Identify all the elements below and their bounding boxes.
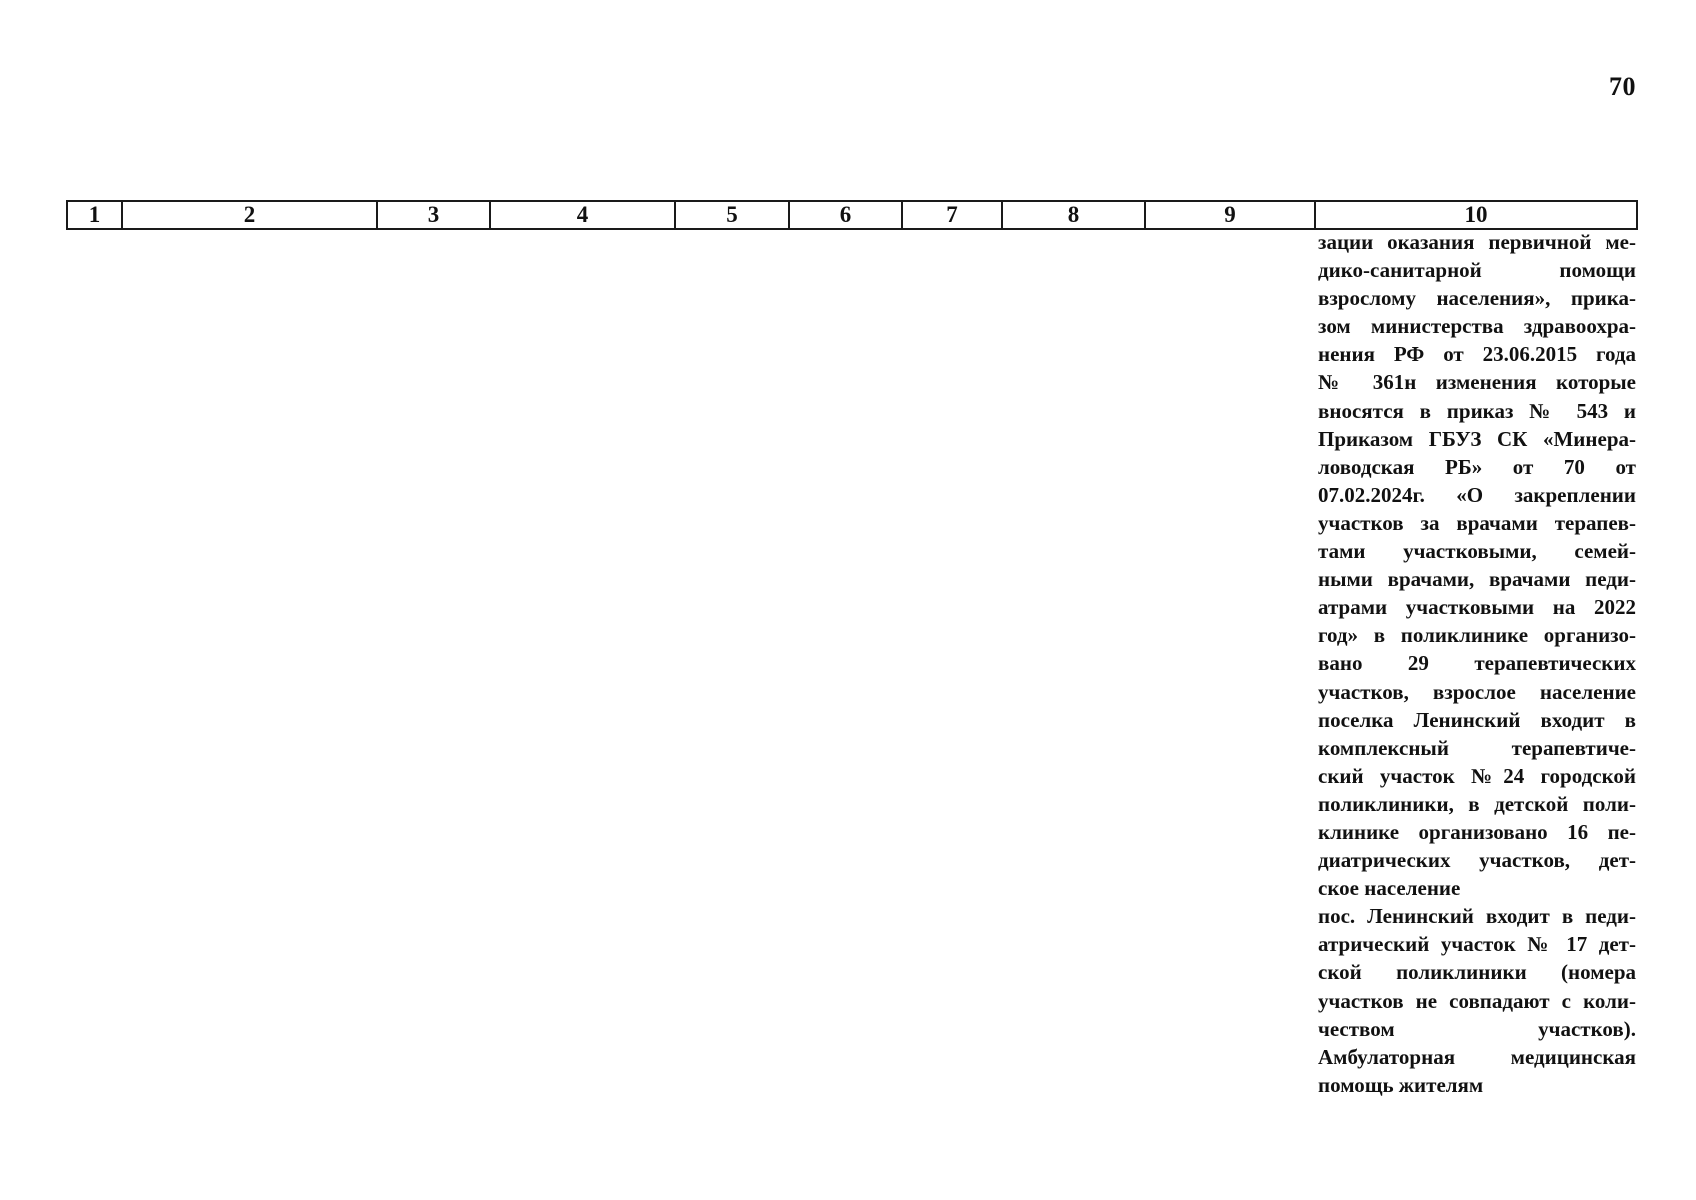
text-line: № 361н изменения которые [1318, 370, 1636, 395]
column-header-9: 9 [1145, 201, 1315, 229]
text-line: зации оказания первичной ме- [1318, 230, 1636, 254]
text-line: участков не совпадают с коли- [1318, 988, 1636, 1013]
column-header-5: 5 [675, 201, 789, 229]
text-line: диатрических участков, дет- [1318, 848, 1636, 873]
text-line: атрический участок № 17 дет- [1318, 932, 1636, 957]
text-line: 07.02.2024г. «О закреплении [1318, 482, 1636, 507]
column-header-8: 8 [1002, 201, 1145, 229]
text-line: атрами участковыми на 2022 [1318, 595, 1636, 620]
text-line: Амбулаторная медицинская [1318, 1044, 1636, 1069]
text-line: ловодская РБ» от 70 от [1318, 454, 1636, 479]
column-10-text-block [1318, 228, 1636, 1099]
text-line: взрослому населения», прика- [1318, 286, 1636, 311]
text-line: год» в поликлинике организо- [1318, 623, 1636, 648]
text-line: комплексный терапевтиче- [1318, 735, 1636, 760]
column-header-4: 4 [490, 201, 675, 229]
text-line: вносятся в приказ № 543 и [1318, 398, 1636, 423]
column-header-7: 7 [902, 201, 1002, 229]
text-line: нения РФ от 23.06.2015 года [1318, 342, 1636, 367]
text-line: тами участковыми, семей- [1318, 539, 1636, 564]
text-line: пос. Ленинский входит в педи- [1318, 904, 1636, 929]
header-row [67, 201, 1637, 229]
column-header-1: 1 [67, 201, 122, 229]
column-header-10: 10 [1315, 201, 1637, 229]
text-line: ными врачами, врачами педи- [1318, 567, 1636, 592]
text-line: ской поликлиники (номера [1318, 960, 1636, 985]
text-line: поселка Ленинский входит в [1318, 707, 1636, 732]
column-header-3: 3 [377, 201, 490, 229]
text-line: помощь жителям [1318, 1072, 1484, 1097]
text-line: поликлиники, в детской поли- [1318, 791, 1636, 816]
text-line: участков за врачами терапев- [1318, 510, 1636, 535]
column-header-6: 6 [789, 201, 902, 229]
text-line: клинике организовано 16 пе- [1318, 819, 1636, 844]
text-line: ское население [1318, 876, 1461, 901]
text-line: вано 29 терапевтических [1318, 651, 1636, 676]
text-line: Приказом ГБУЗ СК «Минера- [1318, 426, 1636, 451]
text-line: ский участок №24 городской [1318, 763, 1636, 788]
text-line: дико-санитарной помощи [1318, 258, 1636, 283]
column-number-header-table [66, 200, 1638, 230]
column-header-2: 2 [122, 201, 377, 229]
text-line: чеством участков). [1318, 1016, 1636, 1041]
text-line: участков, взрослое население [1318, 679, 1636, 704]
text-line: зом министерства здравоохра- [1318, 314, 1636, 339]
page-number: 70 [1609, 72, 1636, 101]
